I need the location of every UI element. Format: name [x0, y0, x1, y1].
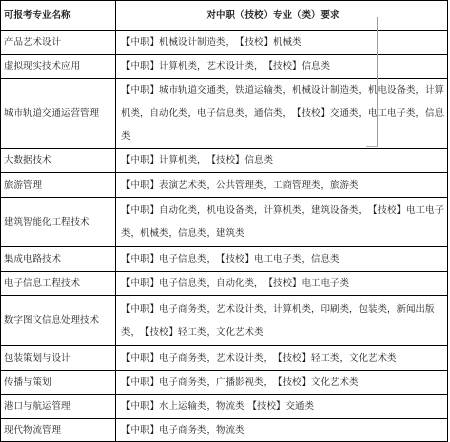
major-name: 虚拟现实技术应用 [4, 61, 81, 72]
requirement-cell [116, 173, 447, 197]
table-row [1, 173, 447, 198]
table-row [1, 296, 447, 346]
major-name-cell [1, 247, 116, 271]
requirement-text: 【中职】计算机类，【技校】信息类 [121, 155, 274, 166]
major-name: 集成电路技术 [4, 253, 62, 265]
major-name: 旅游管理 [4, 179, 43, 191]
requirement-cell [116, 296, 447, 345]
table-row [1, 79, 447, 149]
table-row [1, 395, 447, 419]
requirement-text: 【中职】电子商务类，艺术设计类，【技校】轻工类，文化艺术类 [121, 352, 397, 364]
major-name: 数字图文信息处理技术 [4, 315, 100, 326]
table-row [1, 198, 447, 247]
requirement-cell [116, 31, 447, 54]
table-row [1, 149, 447, 173]
table-row [1, 272, 447, 296]
major-name: 传播与策划 [4, 377, 52, 388]
requirement-cell [116, 247, 447, 271]
major-name-cell [1, 31, 116, 54]
requirement-text: 【中职】电子信息类，自动化类，【技校】电工电子类 [121, 278, 350, 289]
major-name-cell [1, 419, 116, 441]
major-name: 现代物流管理 [4, 424, 62, 436]
requirement-cell [116, 346, 447, 370]
requirement-text: 【中职】城市轨道交通类，铁道运输类，机械设计制造类，机电设备类，计算机类，自动化类，电子信息类，通信类，【技校】交通类，电工电子类，信息类 [121, 85, 445, 142]
major-name: 港口与航运管理 [4, 401, 71, 412]
requirement-cell [116, 395, 447, 418]
header-major-name-label: 可报考专业名称 [4, 10, 71, 21]
requirement-cell [116, 272, 447, 295]
major-name: 包装策划与设计 [4, 352, 71, 364]
requirement-cell [116, 419, 447, 441]
major-name: 产品艺术设计 [4, 37, 62, 48]
table-row [1, 346, 447, 371]
requirement-cell [116, 79, 447, 148]
requirement-text: 【中职】电子商务类，艺术设计类，计算机类，印刷类，包装类，新闻出版类，【技校】轻工类，文化艺术类 [121, 303, 435, 338]
major-name-cell [1, 55, 116, 78]
requirement-cell [116, 198, 447, 246]
requirement-cell [116, 371, 447, 394]
major-name-cell [1, 198, 116, 246]
requirement-cell [116, 55, 447, 78]
table-row [1, 419, 447, 442]
major-name-cell [1, 173, 116, 197]
major-name-cell [1, 79, 116, 148]
requirement-text: 【中职】电子商务类，物流类 [121, 424, 245, 436]
header-major-name [1, 1, 116, 30]
requirement-text: 【中职】电子商务类，广播影视类，【技校】文化艺术类 [121, 377, 359, 388]
table-row [1, 55, 447, 79]
header-requirement-label: 对中职（技校）专业（类）要求 [206, 10, 340, 21]
major-name-cell [1, 296, 116, 345]
major-name-cell [1, 395, 116, 418]
requirement-text: 【中职】自动化类，机电设备类，计算机类，建筑设备类，【技校】电工电子类，机械类，信息类，建筑类 [121, 205, 445, 239]
major-name: 大数据技术 [4, 155, 52, 166]
major-name: 城市轨道交通运营管理 [4, 108, 100, 119]
table-row [1, 371, 447, 395]
major-name: 电子信息工程技术 [4, 278, 81, 289]
table-row [1, 31, 447, 55]
major-name-cell [1, 149, 116, 172]
major-name-cell [1, 371, 116, 394]
major-name: 建筑智能化工程技术 [4, 216, 90, 228]
requirement-text: 【中职】表演艺术类，公共管理类，工商管理类，旅游类 [121, 179, 359, 191]
major-name-cell [1, 272, 116, 295]
table-row [1, 247, 447, 272]
table-header-row [1, 1, 447, 31]
requirement-text: 【中职】水上运输类，物流类 【技校】交通类 [121, 401, 315, 412]
header-requirement [116, 1, 447, 30]
requirement-text: 【中职】计算机类，艺术设计类，【技校】信息类 [121, 61, 331, 72]
requirement-text: 【中职】机械设计制造类，【技校】机械类 [121, 37, 302, 48]
requirement-cell [116, 149, 447, 172]
requirement-text: 【中职】电子信息类，【技校】电工电子类，信息类 [121, 253, 340, 265]
major-name-cell [1, 346, 116, 370]
